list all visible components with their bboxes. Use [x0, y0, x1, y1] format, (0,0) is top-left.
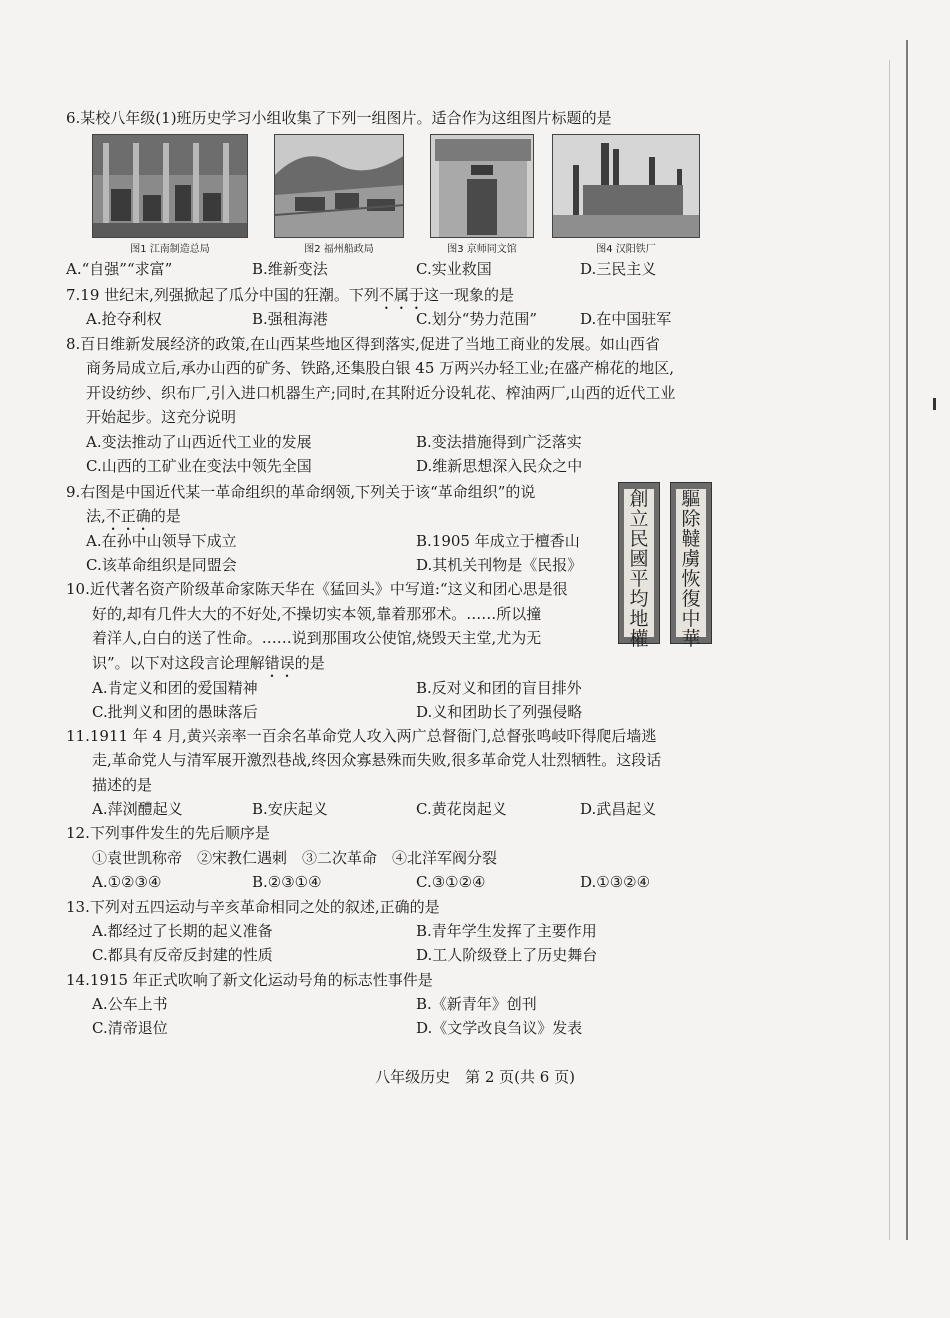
jiangnan-arsenal-photo	[92, 134, 248, 238]
q13-option-a[interactable]: A.都经过了长期的起义准备	[92, 922, 273, 940]
q14-option-c[interactable]: C.清帝退位	[92, 1019, 168, 1037]
q11-option-d[interactable]: D.武昌起义	[580, 800, 657, 818]
placard-char: 恢	[681, 568, 701, 590]
q6-figure-4	[552, 134, 700, 255]
q12-option-b[interactable]: B.②③①④	[252, 873, 322, 891]
q10-stem-line-2: 好的,却有几件大大的不好处,不操切实本领,靠着那邪术。……所以撞	[92, 605, 542, 623]
q14-option-a[interactable]: A.公车上书	[92, 995, 168, 1013]
q10-option-d[interactable]: D.义和团助长了列强侵略	[416, 703, 583, 721]
q6-caption-3: 图3 京师同文馆	[447, 244, 517, 255]
q6-figure-3	[430, 134, 534, 255]
q10-stem-emphasis: 错误	[264, 654, 295, 672]
revolutionary-slogan-placard-right	[670, 482, 712, 650]
q6-options	[66, 257, 686, 281]
q9-options	[86, 529, 616, 577]
q8-option-a[interactable]: A.变法推动了山西近代工业的发展	[86, 433, 312, 451]
q13-option-d[interactable]: D.工人阶级登上了历史舞台	[416, 946, 598, 964]
q9-option-c[interactable]: C.该革命组织是同盟会	[86, 556, 237, 574]
q9-stem-line-1: 9.右图是中国近代某一革命组织的革命纲领,下列关于该“革命组织”的说	[66, 483, 536, 501]
q14-option-b[interactable]: B.《新青年》创刊	[416, 995, 537, 1013]
placard-char: 立	[629, 508, 649, 530]
placard-char: 創	[629, 488, 649, 510]
q9-option-d[interactable]: D.其机关刊物是《民报》	[416, 556, 583, 574]
q8-stem-line-2: 商务局成立后,承办山西的矿务、铁路,还集股白银 45 万两兴办轻工业;在盛产棉花的地区,	[86, 359, 674, 377]
q7-option-d[interactable]: D.在中国驻军	[580, 310, 672, 328]
q12-options	[92, 870, 712, 894]
q13-option-b[interactable]: B.青年学生发挥了主要作用	[416, 922, 597, 940]
q10-stem-pre: 识”。以下对这段言论理解	[92, 654, 265, 672]
q6-figure-1	[92, 134, 248, 255]
q7-options	[86, 307, 706, 331]
q6-option-c[interactable]: C.实业救国	[416, 260, 492, 278]
placard-char: 平	[629, 568, 649, 590]
placard-char: 韃	[681, 528, 701, 550]
q6-figure-2	[274, 134, 404, 255]
q7-option-b[interactable]: B.强租海港	[252, 310, 328, 328]
q13-stem: 13.下列对五四运动与辛亥革命相同之处的叙述,正确的是	[66, 898, 440, 916]
q12-stem: 12.下列事件发生的先后顺序是	[66, 824, 270, 842]
q8-stem-line-1: 8.百日维新发展经济的政策,在山西某些地区得到落实,促进了当地工商业的发展。如山西省	[66, 335, 660, 353]
scan-edge-faint	[889, 60, 890, 1240]
q8-option-d[interactable]: D.维新思想深入民众之中	[416, 457, 583, 475]
q12-option-d[interactable]: D.①③②④	[580, 873, 651, 891]
revolutionary-slogan-placard-left	[618, 482, 660, 650]
q6-option-b[interactable]: B.维新变法	[252, 260, 328, 278]
page-footer: 八年级历史 第 2 页(共 6 页)	[375, 1068, 575, 1086]
q6-pictures	[92, 134, 712, 258]
q10-stem-post: 的是	[294, 654, 325, 672]
q8-options	[86, 430, 706, 478]
q13-options	[92, 919, 712, 967]
q10-stem-line-3: 着洋人,白白的送了性命。……说到那围攻公使馆,烧毁天主堂,尤为无	[92, 629, 542, 647]
q10-option-b[interactable]: B.反对义和团的盲目排外	[416, 679, 582, 697]
q11-stem-line-1: 11.1911 年 4 月,黄兴亲率一百余名革命党人攻入两广总督衙门,总督张鸣岐吓得爬后墙逃	[66, 727, 657, 745]
q9-stem-pre: 法,	[86, 507, 106, 525]
q10-option-c[interactable]: C.批判义和团的愚昧落后	[92, 703, 258, 721]
q11-option-c[interactable]: C.黄花岗起义	[416, 800, 507, 818]
q8-option-c[interactable]: C.山西的工矿业在变法中领先全国	[86, 457, 312, 475]
q11-stem-line-3: 描述的是	[92, 776, 153, 794]
placard-char: 復	[681, 588, 701, 610]
q10-options	[92, 676, 712, 724]
q8-stem-line-4: 开始起步。这充分说明	[86, 408, 237, 426]
q11-options	[92, 797, 712, 821]
scan-mark	[933, 398, 936, 410]
q10-option-a[interactable]: A.肯定义和团的爱国精神	[92, 679, 258, 697]
q14-option-d[interactable]: D.《文学改良刍议》发表	[416, 1019, 583, 1037]
q9-option-a[interactable]: A.在孙中山领导下成立	[86, 532, 237, 550]
q7-stem-pre: 7.19 世纪末,列强掀起了瓜分中国的狂潮。下列	[66, 286, 379, 304]
placard-char: 地	[629, 608, 649, 630]
q6-option-d[interactable]: D.三民主义	[580, 260, 657, 278]
q8-stem-line-3: 开设纺纱、织布厂,引入进口机器生产;同时,在其附近分设轧花、榨油两厂,山西的近代工业	[86, 384, 676, 402]
q6-caption-1: 图1 江南制造总局	[130, 244, 210, 255]
q11-option-b[interactable]: B.安庆起义	[252, 800, 328, 818]
q9-stem-post: 的是	[150, 507, 181, 525]
placard-char: 華	[681, 628, 701, 650]
placard-char: 民	[629, 528, 649, 550]
q14-stem: 14.1915 年正式吹响了新文化运动号角的标志性事件是	[66, 971, 433, 989]
q6-stem: 6.某校八年级(1)班历史学习小组收集了下列一组图片。适合作为这组图片标题的是	[66, 109, 612, 127]
q12-events: ①袁世凯称帝 ②宋教仁遇刺 ③二次革命 ④北洋军阀分裂	[92, 849, 498, 867]
placard-char: 除	[681, 508, 701, 530]
q7-stem-post: 这一现象的是	[423, 286, 514, 304]
q12-option-c[interactable]: C.③①②④	[416, 873, 486, 891]
q7-option-a[interactable]: A.抢夺利权	[86, 310, 162, 328]
q14-options	[92, 992, 712, 1040]
q9-stem-emphasis: 不正确	[105, 507, 151, 525]
q10-stem-line-1: 10.近代著名资产阶级革命家陈天华在《猛回头》中写道:“这义和团心思是很	[66, 580, 568, 598]
placard-char: 驅	[681, 488, 701, 510]
q12-option-a[interactable]: A.①②③④	[92, 873, 162, 891]
tongwen-guan-photo	[430, 134, 534, 238]
q9-option-b[interactable]: B.1905 年成立于檀香山	[416, 532, 580, 550]
placard-char: 中	[681, 608, 701, 630]
hanyang-ironworks-photo	[552, 134, 700, 238]
placard-char: 國	[629, 548, 649, 570]
q7-stem-emphasis: 不属于	[378, 286, 424, 304]
fuzhou-navy-yard-photo	[274, 134, 404, 238]
placard-char: 均	[629, 588, 649, 610]
placard-char: 權	[629, 628, 649, 650]
q6-caption-4: 图4 汉阳铁厂	[596, 244, 656, 255]
placard-char: 虜	[681, 548, 701, 570]
q8-option-b[interactable]: B.变法措施得到广泛落实	[416, 433, 582, 451]
scan-edge	[906, 40, 908, 1240]
q11-stem-line-2: 走,革命党人与清军展开激烈巷战,终因众寡悬殊而失败,很多革命党人壮烈牺牲。这段话	[92, 751, 662, 769]
q6-caption-2: 图2 福州船政局	[304, 244, 374, 255]
q11-option-a[interactable]: A.萍浏醴起义	[92, 800, 183, 818]
q7-option-c[interactable]: C.划分“势力范围”	[416, 310, 538, 328]
q6-option-a[interactable]: A.“自强”“求富”	[66, 260, 173, 278]
q13-option-c[interactable]: C.都具有反帝反封建的性质	[92, 946, 273, 964]
